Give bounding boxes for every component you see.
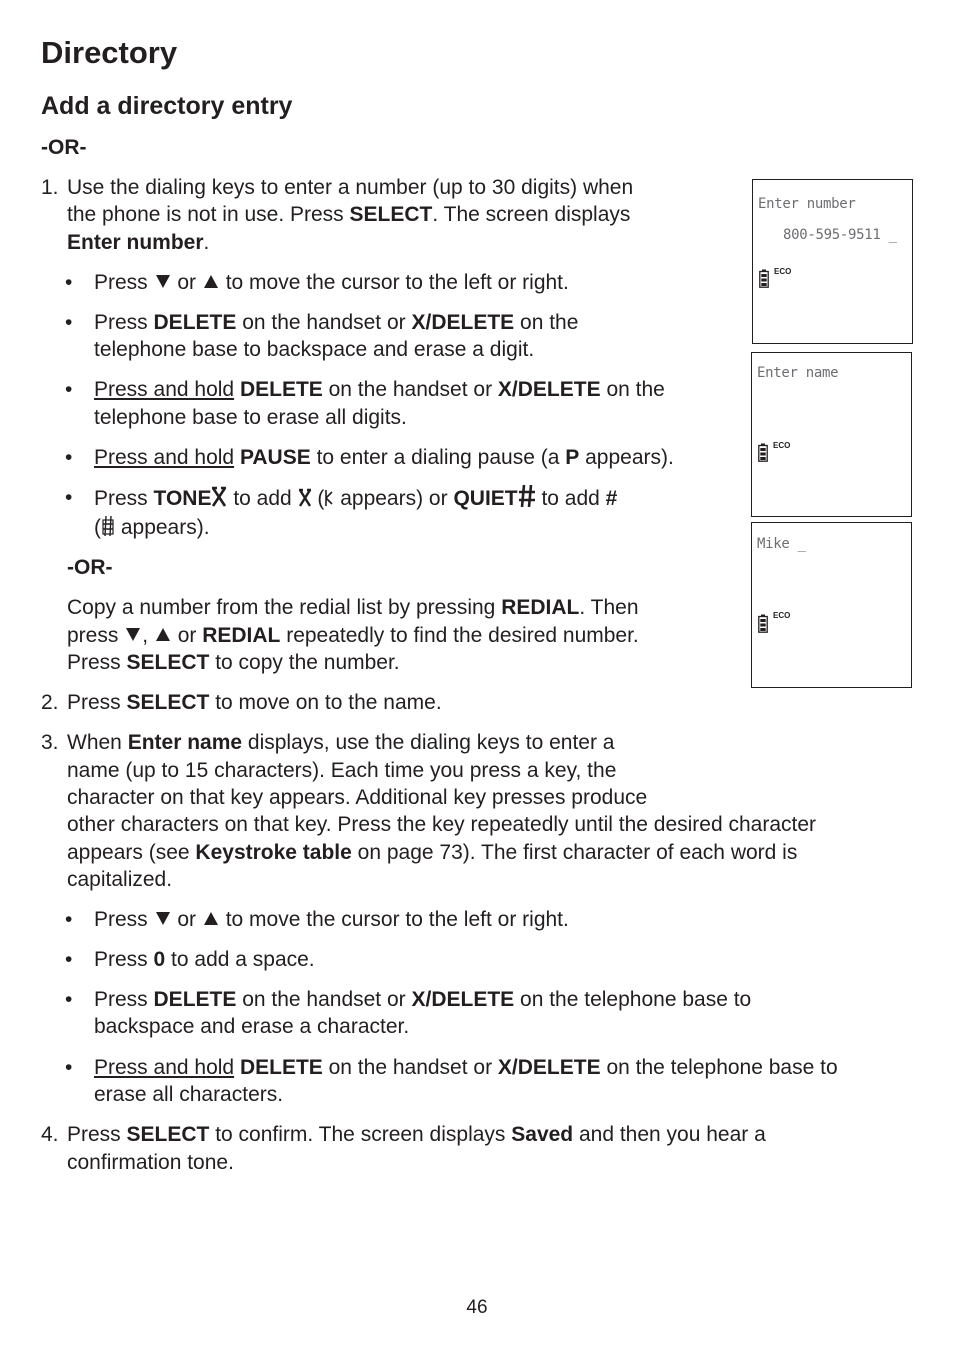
step3-bullet4: Press and hold DELETE on the handset or X/DELETE on the telephone base to bbox=[94, 1056, 838, 1079]
step-number: 1. bbox=[41, 176, 59, 199]
step1-bullet2-line2: telephone base to backspace and erase a digit. bbox=[94, 338, 535, 361]
bullet: • bbox=[65, 311, 73, 334]
step-number: 2. bbox=[41, 691, 59, 714]
step-number: 4. bbox=[41, 1123, 59, 1146]
step1-bullet4: Press and hold PAUSE to enter a dialing pause (a P appears). bbox=[94, 446, 674, 469]
step1-line1: Use the dialing keys to enter a number (up to 30 digits) when bbox=[67, 176, 634, 199]
quiet-icon bbox=[518, 484, 536, 508]
section-heading: Add a directory entry bbox=[41, 92, 293, 120]
or-label-top: -OR- bbox=[41, 136, 87, 159]
step3-line5: appears (see Keystroke table on page 73). The first character of each word is bbox=[67, 841, 798, 864]
tone-icon bbox=[298, 488, 312, 508]
battery-icon bbox=[758, 614, 768, 633]
step3-bullet4-line2: erase all characters. bbox=[94, 1083, 284, 1106]
bullet: • bbox=[65, 271, 73, 294]
eco-indicator: ECO bbox=[773, 611, 791, 620]
step1-line3: Enter number. bbox=[67, 231, 210, 254]
step3-line1: When Enter name displays, use the dialing keys to enter a bbox=[67, 731, 615, 754]
down-arrow-icon bbox=[156, 912, 170, 925]
copy-line2: press , or REDIAL repeatedly to find the desired number. bbox=[67, 624, 639, 647]
screen-text: Mike _ bbox=[757, 536, 806, 552]
copy-line1: Copy a number from the redial list by pressing REDIAL. Then bbox=[67, 596, 639, 619]
up-arrow-icon bbox=[204, 275, 218, 288]
step3-bullet1: Press or to move the cursor to the left or right. bbox=[94, 908, 569, 931]
step4-line1: Press SELECT to confirm. The screen displays Saved and then you hear a bbox=[67, 1123, 766, 1146]
bullet: • bbox=[65, 486, 73, 509]
step3-line3: character on that key appears. Additional key presses produce bbox=[67, 786, 648, 809]
step3-bullet3: Press DELETE on the handset or X/DELETE on the telephone base to bbox=[94, 988, 752, 1011]
down-arrow-icon bbox=[156, 275, 170, 288]
screen-text: Enter number bbox=[758, 196, 856, 212]
page-title: Directory bbox=[41, 35, 178, 70]
handset-screen-name-entry bbox=[751, 522, 912, 688]
eco-indicator: ECO bbox=[773, 441, 791, 450]
step3-line6: capitalized. bbox=[67, 868, 173, 891]
battery-icon bbox=[759, 269, 769, 288]
step4-line2: confirmation tone. bbox=[67, 1151, 234, 1174]
bullet: • bbox=[65, 1056, 73, 1079]
step1-bullet1: Press or to move the cursor to the left or right. bbox=[94, 271, 569, 294]
or-label: -OR- bbox=[67, 556, 113, 579]
screen-number: 800-595-9511 _ bbox=[783, 227, 897, 243]
step1-bullet5: Press TONE to add ( appears) or QUIET to add # bbox=[94, 484, 617, 513]
down-arrow-icon bbox=[126, 628, 140, 641]
step1-bullet2: Press DELETE on the handset or X/DELETE on the bbox=[94, 311, 579, 334]
eco-indicator: ECO bbox=[774, 267, 792, 276]
step3-line2: name (up to 15 characters). Each time you press a key, the bbox=[67, 759, 617, 782]
step3-bullet2: Press 0 to add a space. bbox=[94, 948, 315, 971]
up-arrow-icon bbox=[156, 628, 170, 641]
screen-text: Enter name bbox=[757, 365, 839, 381]
battery-icon bbox=[758, 443, 768, 462]
bullet: • bbox=[65, 948, 73, 971]
step1-bullet3-line2: telephone base to erase all digits. bbox=[94, 406, 407, 429]
step1-bullet3: Press and hold DELETE on the handset or X/DELETE on the bbox=[94, 378, 665, 401]
step2-line1: Press SELECT to move on to the name. bbox=[67, 691, 442, 714]
page-number: 46 bbox=[466, 1297, 488, 1318]
quiet-icon bbox=[101, 515, 115, 537]
step3-line4: other characters on that key. Press the key repeatedly until the desired character bbox=[67, 813, 817, 836]
handset-screen-enter-number bbox=[752, 179, 913, 344]
step1-bullet5-line2: ( appears). bbox=[94, 516, 210, 539]
bullet: • bbox=[65, 908, 73, 931]
step-number: 3. bbox=[41, 731, 59, 754]
handset-screen-enter-name bbox=[751, 352, 912, 517]
bullet: • bbox=[65, 446, 73, 469]
bullet: • bbox=[65, 378, 73, 401]
tone-icon bbox=[211, 486, 227, 508]
up-arrow-icon bbox=[204, 912, 218, 925]
bullet: • bbox=[65, 988, 73, 1011]
tone-icon bbox=[324, 488, 334, 508]
step1-line2: the phone is not in use. Press SELECT. The screen displays bbox=[67, 203, 631, 226]
copy-line3: Press SELECT to copy the number. bbox=[67, 651, 400, 674]
step3-bullet3-line2: backspace and erase a character. bbox=[94, 1015, 410, 1038]
